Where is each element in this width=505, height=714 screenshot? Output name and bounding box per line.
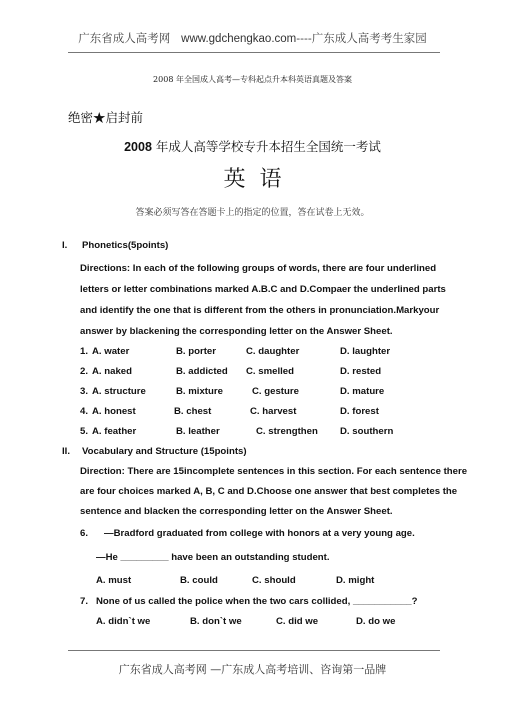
- option-c: C. smelled: [246, 366, 294, 377]
- option-a: A. water: [92, 346, 130, 357]
- option-d: D. do we: [356, 616, 396, 627]
- page-footer: 广东省成人高考网 —广东成人高考培训、咨询第一品牌: [118, 663, 387, 676]
- header-divider: [68, 52, 440, 53]
- option-c: C. gesture: [252, 386, 299, 397]
- instruction-note: 答案必须写答在答题卡上的指定的位置，答在试卷上无效。: [135, 208, 370, 218]
- footer-divider: [68, 650, 440, 651]
- option-a: A. must: [96, 575, 132, 586]
- section1-directions-line: and identify the one that is different from the others in pronunciation.Markyour: [80, 305, 440, 316]
- option-a: A. structure: [92, 386, 146, 397]
- page-header: [0, 30, 505, 46]
- question-prompt: None of us called the police when the two cars collided, ___________?: [96, 596, 418, 607]
- option-a: A. honest: [92, 406, 136, 417]
- section1-directions-line: answer by blackening the corresponding letter on the Answer Sheet.: [80, 326, 393, 337]
- question-number: 2.: [80, 366, 89, 377]
- option-d: D. mature: [340, 386, 385, 397]
- exam-title: [0, 137, 505, 155]
- document-subtitle: 2008 年全国成人高考—专科起点升本科英语真题及答案: [153, 75, 352, 84]
- option-b: B. don`t we: [190, 616, 242, 627]
- question-number: 7.: [80, 596, 89, 607]
- option-b: B. porter: [176, 346, 216, 357]
- section1-number: I.: [62, 240, 68, 251]
- option-c: C. strengthen: [256, 426, 318, 437]
- question-prompt-continued: —He _________ have been an outstanding student.: [96, 552, 330, 563]
- secret-label: 绝密★启封前: [68, 110, 144, 125]
- option-b: B. chest: [174, 406, 212, 417]
- option-a: A. feather: [92, 426, 137, 437]
- option-d: D. forest: [340, 406, 379, 417]
- question-number: 4.: [80, 406, 89, 417]
- section2-directions-line: sentence and blacken the corresponding letter on the Answer Sheet.: [80, 506, 393, 517]
- section1-directions-line: Directions: In each of the following groups of words, there are four underlined: [80, 263, 437, 274]
- section1-title: Phonetics(5points): [82, 240, 169, 251]
- header-url[interactable]: www.gdchengkao.com: [181, 33, 297, 45]
- header-tagline: ----广东成人高考考生家园: [296, 31, 427, 45]
- subject-title: 英语: [223, 167, 296, 192]
- option-c: C. harvest: [250, 406, 297, 417]
- option-c: C. should: [252, 575, 296, 586]
- question-number: 6.: [80, 528, 89, 539]
- option-d: D. rested: [340, 366, 382, 377]
- section1-directions-line: letters or letter combinations marked A.B.C and D.Compaer the underlined parts: [80, 284, 446, 295]
- option-a: A. naked: [92, 366, 132, 377]
- question-number: 3.: [80, 386, 89, 397]
- option-b: B. leather: [176, 426, 220, 437]
- question-number: 5.: [80, 426, 89, 437]
- option-c: C. daughter: [246, 346, 300, 357]
- option-d: D. southern: [340, 426, 394, 437]
- option-b: B. addicted: [176, 366, 228, 377]
- section2-directions-line: are four choices marked A, B, C and D.Choose one answer that best completes the: [80, 486, 458, 497]
- section2-directions-line: Direction: There are 15incomplete sentences in this section. For each sentence there: [80, 466, 468, 477]
- option-c: C. did we: [276, 616, 319, 627]
- option-b: B. mixture: [176, 386, 223, 397]
- header-site-name: 广东省成人高考网: [78, 31, 171, 45]
- question-number: 1.: [80, 346, 89, 357]
- option-a: A. didn`t we: [96, 616, 151, 627]
- section2-number: II.: [62, 446, 70, 457]
- option-b: B. could: [180, 575, 218, 586]
- exam-year: 2008: [124, 140, 152, 154]
- option-d: D. laughter: [340, 346, 391, 357]
- option-d: D. might: [336, 575, 375, 586]
- question-prompt: —Bradford graduated from college with honors at a very young age.: [104, 528, 415, 539]
- section2-title: Vocabulary and Structure (15points): [82, 446, 247, 457]
- exam-title-text: 年成人高等学校专升本招生全国统一考试: [151, 139, 381, 154]
